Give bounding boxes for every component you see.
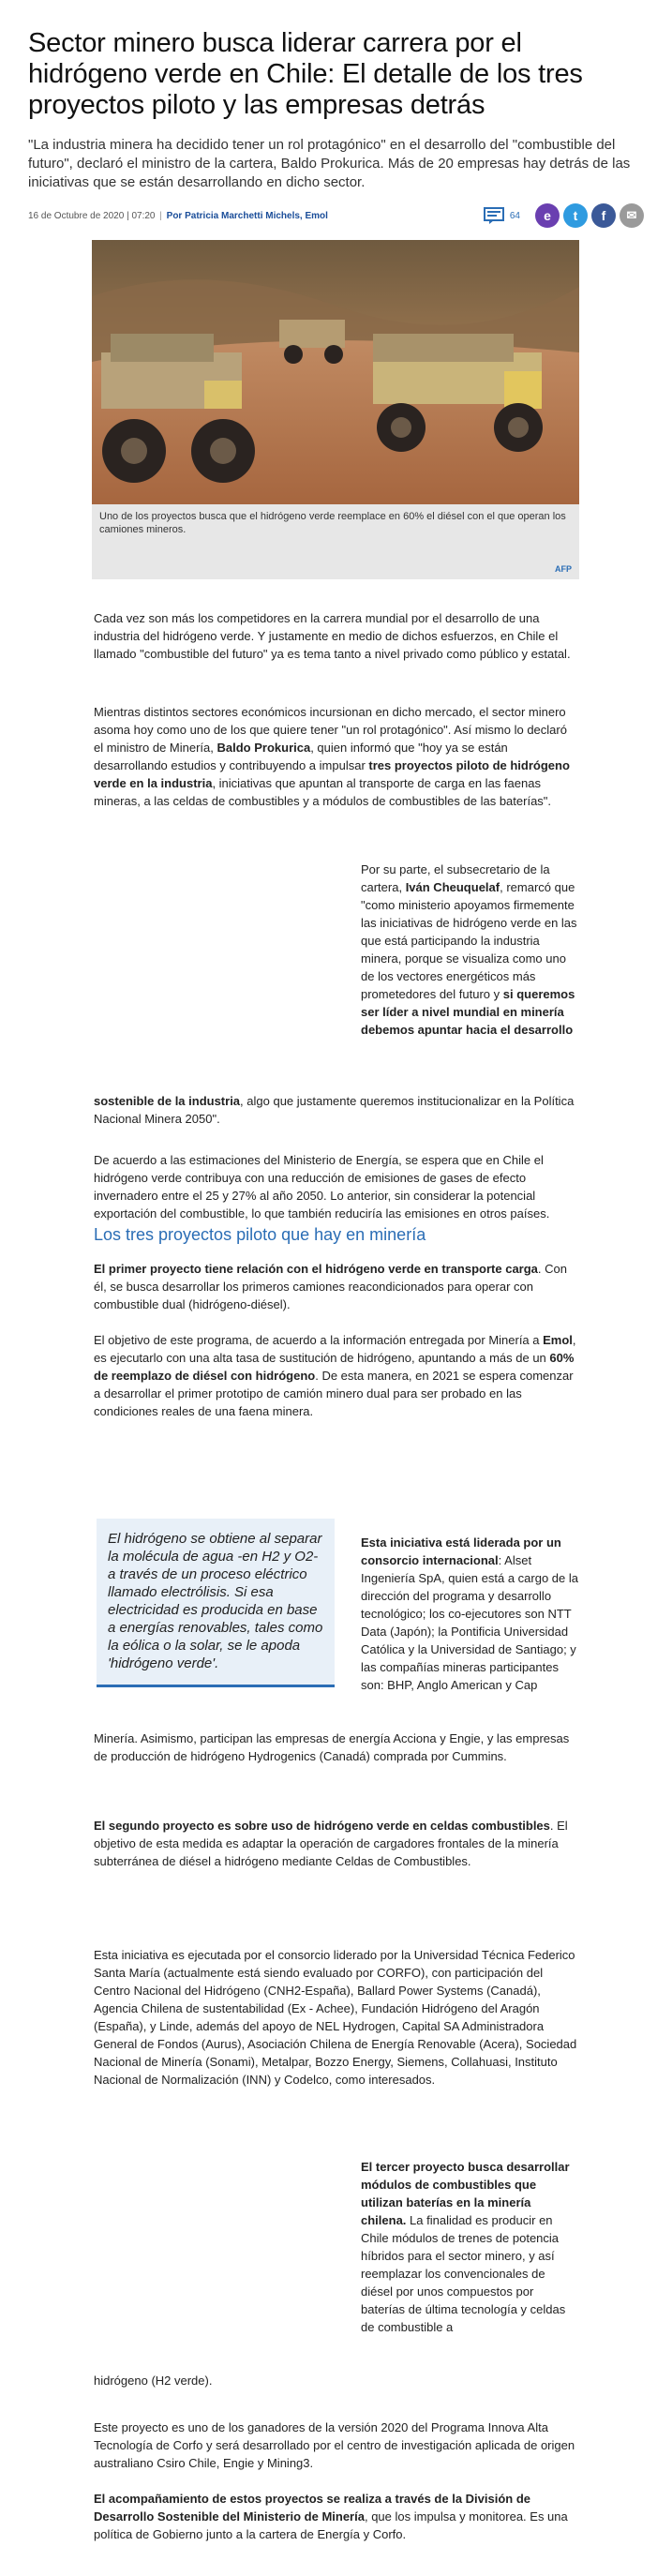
paragraph-10-cont: hidrógeno (H2 verde). [94, 2374, 213, 2388]
p2-text-e: , iniciativas que apuntan al transporte de carga en las faenas mineras, a las celdas de combustibles y a módulos de combustibles de las baterías". [94, 776, 552, 808]
p7-bold-consortium: Esta iniciativa está liderada por un consorcio internacional [361, 1535, 561, 1567]
paragraph-first-project [94, 1260, 578, 1313]
p6-bold-emol: Emol [543, 1333, 573, 1347]
p6-bold-percentage: 60% de reemplazo de diésel con hidrógeno [94, 1351, 575, 1383]
meta-separator: | [159, 210, 162, 221]
author-link[interactable]: Por Patricia Marchetti Michels, Emol [166, 210, 328, 221]
article-lead: "La industria minera ha decidido tener un rol protagónico" en el desarrollo del "combustible del futuro", declaró el ministro de la cartera, Baldo Prokurica. Más de 20 empresas hay detrás de las iniciativas que se están desarrollando en dicho sector. [28, 137, 631, 190]
p6-text-c: , es ejecutarlo con una alta tasa de sustitución de hidrógeno, apuntando a más de un [94, 1333, 576, 1365]
p3-text-a: Por su parte, el subsecretario de la cartera, [361, 862, 550, 894]
paragraph-subsecretary-cont [94, 1092, 578, 1128]
mining-trucks-photo [92, 240, 579, 504]
p3-text-c: , remarcó que "como ministerio apoyamos firmemente las iniciativas de hidrógeno verde en las que está participando la industria minera, porque se visualiza como uno de los vectores energéticos más prometedores del futuro y [361, 880, 577, 1001]
paragraph-7-cont: Minería. Asimismo, participan las empresas de energía Acciona y Engie, y las empresas de producción de hidrógeno Hydrogenics (Canadá) comprada por Cummins. [94, 1731, 570, 1763]
p12-text-b: , que los impulsa y monitorea. Es una política de Gobierno junto a la cartera de Energía y Corfo. [94, 2509, 568, 2541]
paragraph-third-project-cont [94, 2372, 578, 2389]
meta-row [28, 202, 644, 230]
article-figure [92, 240, 579, 579]
paragraph-first-objective [94, 1331, 578, 1420]
paragraph-7 [361, 1534, 578, 1694]
p10-text-b: La finalidad es producir en Chile módulos de trenes de potencia híbridos para el sector minero, y así reemplazar los convencionales de diésel por unos compuestos por baterías de última tecnología y celdas de combustible a [361, 2213, 566, 2334]
email-share-button[interactable]: ✉ [620, 203, 644, 228]
paragraph-second-project [94, 1817, 578, 1870]
paragraph-1: Cada vez son más los competidores en la carrera mundial por el desarrollo de una industria del hidrógeno verde. Y justamente en medio de dichos esfuerzos, en Chile el llamado "combustible del futuro" ya es tema tanto a nivel privado como público y estatal. [94, 611, 571, 661]
p5-text-b: . Con él, se busca desarrollar los primeros camiones reacondicionados para operar con combustible dual (hidrógeno-diésel). [94, 1262, 567, 1311]
paragraph-third-project-column [361, 2158, 578, 2336]
article-meta [28, 211, 484, 221]
paragraph-12 [94, 2490, 578, 2543]
p3-bold-sustainable: sostenible de la industria [94, 1094, 241, 1108]
paragraph-4: De acuerdo a las estimaciones del Ministerio de Energía, se espera que en Chile el hidrógeno verde contribuya con una reducción de emisiones de gases de efecto invernadero entre el 25 y 27% al año 2050. Lo anterior, sin considerar la potencial exportación del combustible, lo que también reduciría las emisiones en otros países. [94, 1153, 550, 1221]
paragraph-monitoring [94, 2490, 578, 2543]
paragraph-8 [94, 1817, 578, 1870]
paragraph-minister [94, 703, 578, 810]
paragraph-9: Esta iniciativa es ejecutada por el consorcio liderado por la Universidad Técnica Federico Santa María (actualmente está siendo evaluado por CORFO), con participación del Centro Nacional del Hidrógeno (CNH2-España), Ballard Power Systems (Canadá), Agencia Chilena de sustentabilidad (Ex - Achee), Fundación Hidrógeno del Aragón (España), y Linde, además del apoyo de NEL Hydrogen, Capital SA Administradora General de Fondos (Aurus), Asociación Chilena de Energía Renovable (Acera), Sociedad Nacional de Minería (Sonami), Metalpar, Bozzo Energy, Siemens, Collahuasi, Instituto Nacional de Normalización (INN) y Codelco, como interesados. [94, 1948, 577, 2087]
paragraph-second-consortium [94, 1946, 578, 2089]
p6-text-a: El objetivo de este programa, de acuerdo a la información entregada por Minería a [94, 1333, 544, 1347]
paragraph-corfo [94, 2419, 578, 2472]
paragraph-6 [94, 1331, 578, 1420]
comment-icon[interactable] [484, 207, 504, 224]
comment-count[interactable]: 64 [509, 210, 520, 221]
publish-date: 16 de Octubre de 2020 | 07:20 [28, 210, 156, 221]
social-bar [484, 203, 644, 228]
p7-text-b: : Alset Ingeniería SpA, quien está a cargo de la dirección del programa y desarrollo tecnológico; los co-ejecutores son NTT Data (Japón); la Pontificia Universidad Católica y la Universidad de Santiago; y las compañías mineras participantes son: BHP, Anglo American y Cap [361, 1553, 578, 1692]
p6-text-e: . De esta manera, en 2021 se espera comenzar a desarrollar el primer prototipo de camión minero dual para ser probado en las condiciones reales de una faena minera. [94, 1369, 574, 1418]
paragraph-5 [94, 1260, 578, 1313]
article-header [0, 0, 672, 230]
photo-credit: AFP [555, 564, 572, 574]
p8-text-b: . El objetivo de esta medida es adaptar la operación de cargadores frontales de la minería subterránea de diésel a hidrógeno mediante Celdas de Combustibles. [94, 1819, 568, 1868]
paragraph-intro [94, 609, 578, 663]
emol-share-button[interactable]: e [535, 203, 560, 228]
p8-bold-second-project: El segundo proyecto es sobre uso de hidrógeno verde en celdas combustibles [94, 1819, 550, 1833]
figure-caption: Uno de los proyectos busca que el hidrógeno verde reemplace en 60% el diésel con el que operan los camiones mineros. [99, 511, 566, 535]
p2-bold-projects: tres proyectos piloto de hidrógeno verde en la industria [94, 758, 570, 790]
paragraph-10 [361, 2158, 578, 2336]
paragraph-2 [94, 703, 578, 810]
paragraph-3-cont [94, 1092, 578, 1128]
p2-bold-minister: Baldo Prokurica [217, 741, 311, 755]
hydrogen-info-text: El hidrógeno se obtiene al separar la molécula de agua -en H2 y O2- a través de un proceso eléctrico llamado electrólisis. Si esa electricidad es producida en base a energías renovables, tales como la eólica o la solar, se le apoda 'hidrógeno verde'. [108, 1531, 323, 1671]
p5-bold-first-project: El primer proyecto tiene relación con el hidrógeno verde en transporte carga [94, 1262, 538, 1276]
p3-text-f: , algo que justamente queremos institucionalizar en la Política Nacional Minera 2050". [94, 1094, 575, 1126]
p3-bold-quote: si queremos ser líder a nivel mundial en minería debemos apuntar hacia el desarrollo [361, 987, 575, 1037]
section-subhead: Los tres proyectos piloto que hay en minería [94, 1225, 426, 1244]
facebook-share-button[interactable]: f [591, 203, 616, 228]
paragraph-consortium-cont [94, 1730, 578, 1765]
paragraph-11: Este proyecto es uno de los ganadores de la versión 2020 del Programa Innova Alta Tecnología de Corfo y será desarrollado por el centro de investigación aplicada de origen australiano Csiro Chile, Engie y Mining3. [94, 2420, 575, 2470]
article-headline: Sector minero busca liderar carrera por el hidrógeno verde en Chile: El detalle de los tres proyectos piloto y las empresas detrás [28, 28, 583, 120]
paragraph-subsecretary-column [361, 861, 578, 1039]
p12-bold-division: El acompañamiento de estos proyectos se realiza a través de la División de Desarrollo Sostenible del Ministerio de Minería [94, 2492, 531, 2524]
paragraph-3 [361, 861, 578, 1039]
p10-bold-third-project: El tercer proyecto busca desarrollar módulos de combustibles que utilizan baterías en la minería chilena. [361, 2160, 570, 2227]
p3-bold-subsecretary: Iván Cheuquelaf [405, 880, 500, 894]
p2-text-a: Mientras distintos sectores económicos incursionan en dicho mercado, el sector minero asoma hoy como uno de los que quiere tener "un rol protagónico". Así mismo lo declaró el ministro de Minería, [94, 705, 567, 755]
p2-text-c: , quien informó que "hoy ya se están desarrollando estudios y contribuyendo a impulsar [94, 741, 508, 772]
twitter-share-button[interactable]: t [563, 203, 588, 228]
hydrogen-info-box [97, 1519, 335, 1687]
paragraph-energy [94, 1151, 578, 1222]
paragraph-consortium-column [361, 1534, 578, 1694]
